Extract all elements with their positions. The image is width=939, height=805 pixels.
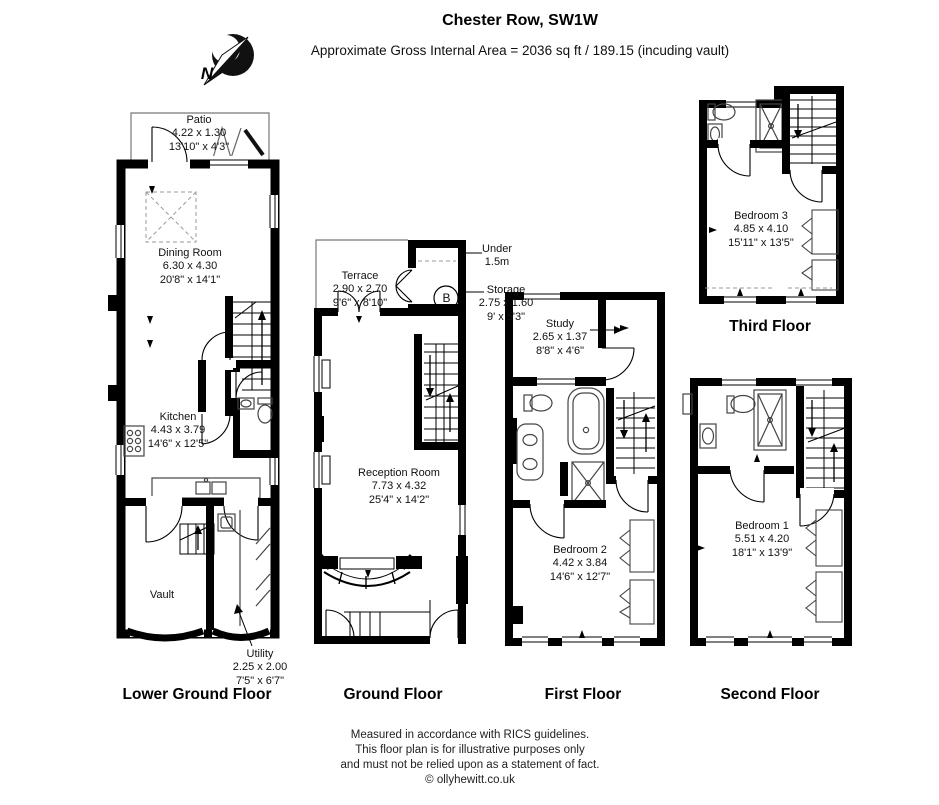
reception-room-label: Reception Room 7.73 x 4.32 25'4" x 14'2" [358, 467, 440, 506]
lower-ground-floor-label: Lower Ground Floor [122, 686, 272, 703]
utility-label: Utility 2.25 x 2.00 7'5" x 6'7" [232, 648, 288, 687]
ground-floor-label: Ground Floor [343, 686, 443, 703]
under-label: Under 1.5m [482, 243, 512, 269]
kitchen-label: Kitchen 4.43 x 3.79 14'6" x 12'5" [147, 411, 209, 450]
patio-label: Patio 4.22 x 1.30 13'10" x 4'3" [168, 114, 230, 153]
dining-room-label: Dining Room 6.30 x 4.30 20'8" x 14'1" [158, 247, 222, 286]
bedroom-3-label: Bedroom 3 4.85 x 4.10 15'11" x 13'5" [728, 210, 794, 249]
storage-label: Storage 2.75 x 1.60 9' x 5'3" [478, 284, 534, 323]
page-subtitle: Approximate Gross Internal Area = 2036 sq ft / 189.15 (incuding vault) [310, 43, 730, 58]
second-floor-label: Second Floor [720, 686, 820, 703]
page-title: Chester Row, SW1W [442, 12, 598, 29]
vault-label: Vault [149, 589, 175, 601]
bedroom-1-label: Bedroom 1 5.51 x 4.20 18'1" x 13'9" [731, 520, 793, 559]
disclaimer-text: Measured in accordance with RICS guidelines. This floor plan is for illustrative purposes only and must not be relied upon as a statement of fact. © ollyhewitt.co.uk [340, 729, 600, 786]
terrace-label: Terrace 2.90 x 2.70 9'6" x 8'10" [332, 270, 388, 309]
bedroom-2-label: Bedroom 2 4.42 x 3.84 14'6" x 12'7" [549, 544, 611, 583]
first-floor-label: First Floor [544, 686, 622, 703]
compass-north-label: N [200, 64, 214, 83]
third-floor-label: Third Floor [729, 318, 811, 335]
boiler-label: B [442, 291, 451, 305]
study-label: Study 2.65 x 1.37 8'8" x 4'6" [532, 318, 588, 357]
